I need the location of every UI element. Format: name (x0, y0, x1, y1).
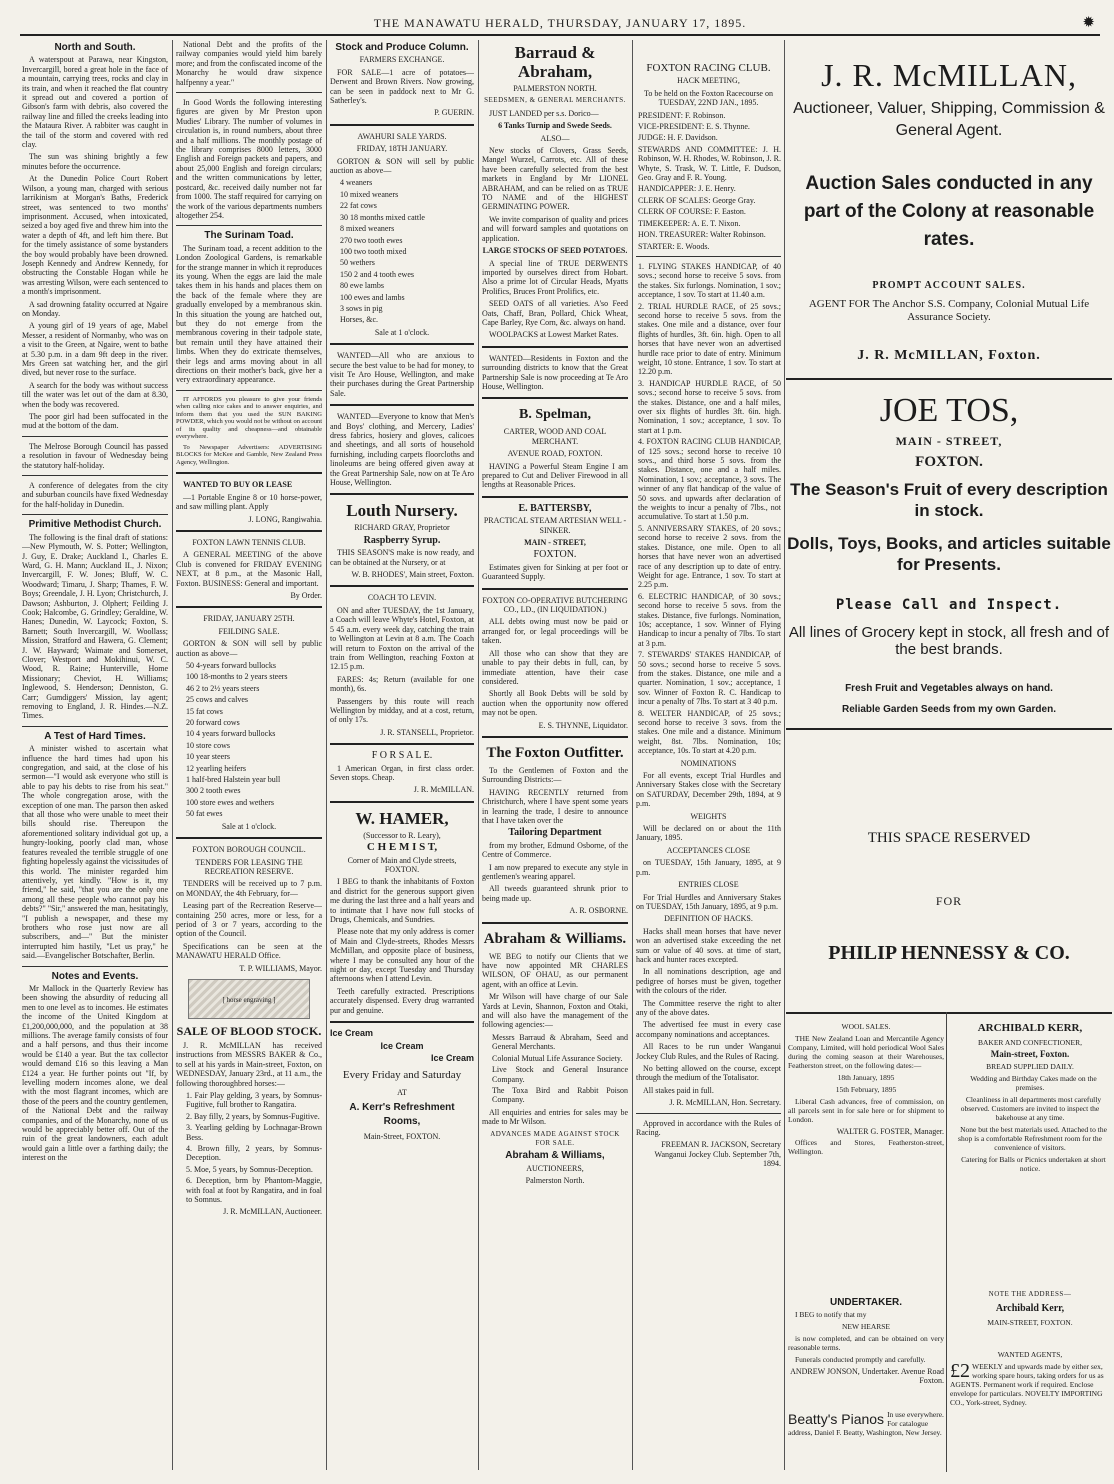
article-text: In Good Words the following interesting figures are given by Mr Preston upon Mudies' Library. The number of volumes in circulation is, in round numbers, about three and a half millions. The monthly postage of the library comprises 8000 letters, 3000 English and Foreign packets and papers, and about 25,000 English and foreign circulars; and the written communications by letter, postcard, &c. received daily number not far from 1000. The staff required for carrying on the work of the various departments numbers altogether 254. (176, 98, 322, 220)
masthead (20, 14, 1100, 36)
list-item: 100 ewes and lambs (340, 292, 405, 302)
masthead-title: THE MANAWATU HERALD, THURSDAY, JANUARY 17, 1895. (373, 16, 747, 30)
divider (786, 728, 1112, 730)
list-item: 100 two tooth mixed (340, 246, 407, 256)
advert-heading: W. HAMER, (355, 808, 449, 828)
advert-text: No betting allowed on the course, except through the medium of the Totalisator. (636, 1064, 781, 1083)
advert-text: HAVING RECENTLY returned from Christchurch, where I have spent some years in learning the trade, I desire to announce that I have taken over the (482, 787, 628, 825)
list-item: HON. TREASURER: Walter Robinson. (638, 230, 766, 240)
article-heading: North and South. (54, 42, 136, 53)
advert-heading: E. BATTERSBY, (518, 502, 592, 514)
advert-text: J. R. McMILLAN has received instructions from MESSRS BAKER & Co., to sell at his yards in Main-street, Foxton, on WEDNESDAY, January 23rd., at 11 a.m., the following thoroughbred horses:— (176, 1040, 322, 1088)
advert-text: In all nominations description, age and pedigree of horses must be given, together with the colours of the rider. (636, 967, 781, 996)
undertaker-advert (788, 1298, 944, 1387)
advert-text: WANTED—All who are anxious to secure the best value to be had for money, to visit Te Aro House, Wellington, and make their purchases during the Great Partnership Sale. (330, 351, 474, 398)
advert-text: I BEG to notify that my (795, 1310, 867, 1319)
advert-heading: The Foxton Outfitter. (486, 744, 624, 761)
advert-text: I am now prepared to execute any style in gentlemen's wearing apparel. (482, 862, 628, 881)
advert-text: —1 Portable Engine 8 or 10 horse-power, and saw milling plant. Apply (176, 492, 322, 512)
advert-signature: J. R. STANSELL, Proprietor. (380, 727, 474, 737)
list-item: Colonial Mutual Life Assurance Society. (492, 1053, 623, 1063)
advert-heading: Barraud & Abraham, (514, 43, 596, 81)
list-item: STARTER: E. Woods. (638, 241, 710, 251)
advert-heading: WANTED AGENTS, (997, 1350, 1063, 1359)
advert-text: All Races to be run under Wanganui Jockey Club Rules, and the Rules of Racing. (636, 1042, 781, 1061)
advert-text: We invite comparison of quality and prices and will forward samples and quotations on application. (482, 214, 628, 243)
advert-heading: FOXTON CO-OPERATIVE BUTCHERING CO., LD., (IN LIQUIDATION.) (482, 595, 628, 615)
advert-text: WOOLPACKS at Lowest Market Rates. (489, 330, 619, 340)
list-item: CLERK OF SCALES: George Gray. (638, 195, 756, 205)
advert-heading: THIS SPACE RESERVED (867, 830, 1031, 846)
advert-text: Funerals conducted promptly and carefully. (795, 1355, 926, 1364)
advert-text: THE New Zealand Loan and Mercantile Agency Company, Limited, will hold periodical Wool Sales during the coming season at their Warehouses, Featherston street, on the following dates:— (788, 1034, 944, 1070)
article-text: A waterspout at Parawa, near Kingston, Invercargill, bored a great hole in the face of a mountain, carrying trees, rocks and clay in its train, and when it reached the flat country it spread out and covered a portion of Gibson's farm with debris, also covered the railway line and filled the creeks leading into the Mataura River. A rabbiter was caught in the tail of the storm and covered with red clay. (22, 55, 168, 150)
article-text: The sun was shining brightly a few minutes before the occurrence. (22, 152, 168, 171)
article-heading: Notes and Events. (51, 970, 139, 982)
advert-text: GORTON & SON will sell by public auction as above— (330, 156, 474, 176)
advert-text: Fresh Fruit and Vegetables always on hand. (845, 683, 1053, 694)
advert-text: In use everywhere. For catalogue address, Daniel F. Beatty, Washington, New Jersey. (788, 1410, 944, 1437)
advert-text: JUST LANDED per s.s. Dorico— (489, 108, 599, 118)
advert-heading: Archibald Kerr, (995, 1303, 1065, 1314)
advert-text: BREAD SUPPLIED DAILY. (986, 1062, 1074, 1071)
column-3 (330, 40, 474, 1475)
advert-heading: FRIDAY, JANUARY 25TH. (203, 614, 295, 624)
advert-subtitle: MAIN - STREET, (895, 434, 1003, 448)
advert-text: SEED OATS of all varieties. A'so Feed Oats, Chaff, Bran, Pollard, Chick Wheat, Cape Barley, Rye Corn, &c. always on hand. (482, 299, 628, 327)
list-item: 20 forward cows (186, 718, 240, 728)
advert-text: All tweeds guaranteed shrunk prior to being made up. (482, 884, 628, 903)
advert-signature: T. P. WILLIAMS, Mayor. (239, 963, 322, 973)
advert-text: 18th January, 1895 (837, 1073, 895, 1082)
advert-text: THIS SEASON'S make is now ready, and can be obtained at the Nursery, or at (330, 548, 474, 567)
advert-text: FOR (935, 894, 963, 908)
kerr-address-advert (950, 1290, 1110, 1330)
advert-heading: ENTRIES CLOSE (678, 880, 739, 890)
list-item: 1 half-bred Halstein year bull (186, 775, 281, 785)
article-text: At the Dunedin Police Court Robert Wilson, a young man, charged with serious larrikinism at Morgan's Baths, Frederick street, was sentenced to two months' imprisonment. Accused, when intoxicated, seized a boy aged five and threw him into the water a depth of 4ft, and left him there. But for the timely assistance of some bystanders the boy would probably have been drowned. Joseph Kennedy and Andrew Kennedy, for obstructing the Constable Hogan while he was arresting Wilson, were each sentenced to a month's imprisonment. (22, 174, 168, 297)
advert-text: Offices and Stores, Featherston-street, Wellington. (788, 1138, 944, 1156)
list-item: 4. FOXTON RACING CLUB HANDICAP, of 125 sovs.; second horse to receive 10 sovs., and third horse 5 sovs. from the stakes. Distance, one and a half miles. Nomination, 1 sov.; acceptance, 3 sovs. The winner of any flat handicap of the value of 50 sovs. and upwards after declaration of the weights to incur a penalty of 7lbs., not accumulative. To start at 1.50 p.m. (638, 437, 781, 522)
advert-text: RICHARD GRAY, Proprietor (354, 523, 450, 533)
advert-heading: AWAHURI SALE YARDS. (357, 131, 447, 141)
stock-list (340, 178, 474, 324)
advert-heading: WOOL SALES. (841, 1022, 891, 1031)
advert-heading: Beatty's Pianos (788, 1411, 885, 1427)
advert-heading: Louth Nursery. (346, 501, 458, 521)
article-text: The Melrose Borough Council has passed a resolution in favour of Wednesday being the statutory half-holiday. (22, 441, 168, 470)
column-rule (326, 40, 327, 1470)
list-item: 2. Bay filly, 2 years, by Somnus-Fugitive. (186, 1111, 320, 1121)
list-item: 4 weaners (340, 178, 373, 188)
advert-text: Sale at 1 o'clock. (374, 327, 430, 337)
advert-text: NOTE THE ADDRESS— (988, 1290, 1072, 1298)
advert-text: Specifications can be seen at the MANAWATU HERALD Office. (176, 941, 322, 961)
advert-text: The Committee reserve the right to alter any of the above dates. (636, 998, 781, 1017)
list-item: 80 ewe lambs (340, 281, 384, 291)
divider (786, 378, 1112, 380)
list-item: 25 cows and calves (186, 695, 248, 705)
advert-signature: J. R. McMILLAN. (413, 785, 474, 795)
divider (786, 1012, 1112, 1014)
column-5 (636, 40, 781, 1475)
article-text: A minister wished to ascertain what influence the hard times had upon his congregation, and said, at the close of his sermon—"I would ask everyone who still is able to pay his debts to rise from his seat." The whole congregation arose, with the exception of one man. The parson then asked that all those who were unable to meet their bills should rise. Thereupon the aforementioned solitary individual got up, a hungry-looking, poorly clad man, whose features revealed the terrible struggle of one fighting hopelessly against the vicissitudes of this world. The minister regarded him attentively, yet kindly. "How is it, my friend," he said, "that you are the only one among all these people who cannot pay his debts?" "Sir," answered the man, hesitatingly, "I publish a newspaper, and these my brothers who rose just now are all subscribers, and—" But the minister interrupted him hastily, "Let us pray," he said.—Evangelischer Botschafter, Berlin. (22, 744, 168, 961)
list-item: HANDICAPPER: J. E. Henry. (638, 184, 736, 194)
advert-text: Hacks shall mean horses that have never won an advertised stake exceeding the net sum or value of 40 sovs. at time of start, hack and hunter races excepted. (636, 926, 781, 964)
list-item: CLERK OF COURSE: F. Easton. (638, 207, 746, 217)
advert-text: Mr Wilson will have charge of our Sale Yards at Levin, Shannon, Foxton and Otaki, and will also have the management of the following agencies:— (482, 992, 628, 1030)
list-item: 3 sows in pig (340, 303, 383, 313)
advert-text: GORTON & SON will sell by public auction as above— (176, 639, 322, 658)
advert-text: Approved in accordance with the Rules of Racing. (636, 1118, 781, 1138)
article-text: The poor girl had been suffocated in the mud at the bottom of the dam. (22, 412, 168, 431)
beatty-advert (788, 1410, 944, 1440)
list-item: 50 wethers (340, 258, 375, 268)
advert-text: HAVING a Powerful Steam Engine I am prepared to Cut and Deliver Firewood in all lengths at Reasonable Prices. (482, 461, 628, 490)
advert-text: AVENUE ROAD, FOXTON. (507, 449, 603, 459)
article-heading: Primitive Methodist Church. (28, 519, 162, 531)
wanted-agents-advert (950, 1350, 1110, 1410)
list-item: 2. TRIAL HURDLE RACE, of 25 sovs.; second horse to receive 5 sovs. from the stakes. One mile and a distance, over four flights of hurdles, 3ft. 6in. high. Open to all horses that have never won an advertised hurdle race prior to date of entry. Minimum weight, 10 stone. Entrance, 1 sov. To start at 12.20 p.m. (638, 301, 781, 377)
list-item: Horses, &c. (340, 315, 378, 325)
advert-text: 15th February, 1895 (835, 1085, 897, 1094)
advert-signature: J. R. McMILLAN, Auctioneer. (223, 1207, 322, 1217)
advert-text: Teeth carefully extracted. Prescriptions accurately dispensed. Every drug warranted pur and genuine. (330, 986, 474, 1015)
advert-text: None but the best materials used. Attached to the shop is a comfortable Refreshment room for the convenience of visitors. (958, 1125, 1107, 1152)
list-item: JUDGE: H. F. Davidson. (638, 133, 718, 143)
list-item: 6. ELECTRIC HANDICAP, of 30 sovs.; second horse to receive 5 sovs. from the stakes. Distance, five furlongs. Nomination, 10s; acceptance, 1 sov. Winner of Flying Handicap to incur a penalty of 7lbs. To start at 3 p.m. (638, 591, 781, 648)
advert-heading: SALE OF BLOOD STOCK. (176, 1023, 322, 1038)
list-item: 10 year steers (186, 752, 230, 762)
advert-text: To Newspaper Advertisers: ADVERTISING BLOCKS for McKee and Gamble, New Zealand Press Agency, Wellington. (176, 443, 322, 466)
officer-list (638, 111, 781, 251)
advert-heading: WEIGHTS (690, 811, 727, 821)
column-rule (172, 40, 173, 1470)
advert-heading: Please Call and Inspect. (835, 597, 1063, 613)
list-item: 1. Fair Play gelding, 3 years, by Somnus-Fugitive, full brother to Rangatira. (186, 1091, 322, 1110)
list-item: 1. FLYING STAKES HANDICAP, of 40 sovs.; second horse to receive 5 sovs. from the stakes. Six furlongs. Nomination, 1 sov.; acceptance, 1 sov. To start at 11.40 a.m. (638, 261, 781, 300)
advert-heading: The Season's Fruit of every description in stock. (790, 480, 1108, 520)
list-item: The Toxa Bird and Rabbit Poison Company. (492, 1085, 628, 1105)
advert-text: All enquiries and entries for sales may be made to Mr Wilson. (482, 1107, 628, 1127)
advert-heading: Ice Cream (380, 1040, 424, 1051)
advert-signature: P. GUERIN. (434, 108, 474, 118)
advert-text: 1 American Organ, in first class order. Seven stops. Cheap. (330, 763, 474, 782)
advert-signature: J. R. McMILLAN, Foxton. (857, 348, 1041, 363)
advert-text: For Trial Hurdles and Anniversary Stakes on TUESDAY, 15th January, 1895, at 9 p.m. (636, 892, 781, 911)
advert-text: New stocks of Clovers, Grass Seeds, Mangel Wurzel, Carrots, etc. All of these have been carefully selected from the best markets in England by Mr LIONEL ABRAHAM, and can be relied on as TRUE TO NAME and of the HIGHEST GERMINATING POWER. (482, 146, 628, 212)
list-item: 10 store cows (186, 740, 230, 750)
advert-text: AUCTIONEERS, (526, 1163, 584, 1173)
stock-list (186, 661, 322, 819)
list-item: VICE-PRESIDENT: E. S. Thynne. (638, 122, 750, 132)
advert-heading: COACH TO LEVIN. (367, 593, 437, 603)
advert-signature: WALTER G. FOSTER, Manager. (836, 1127, 944, 1136)
column-1 (22, 40, 168, 1475)
advert-title: JOE TOS, (879, 392, 1019, 429)
advert-text: from my brother, Edmund Osborne, of the Centre of Commerce. (482, 840, 628, 860)
list-item: 5. Moe, 5 years, by Somnus-Deception. (186, 1164, 313, 1174)
advert-text: ON and after TUESDAY, the 1st January, a Coach will leave Whyte's Hotel, Foxton, at 5 45 a.m. every week day, catching the train to Wellington at Levin at 8 a.m. The Coach will return to Foxton on the arrival of the train from Wellington, reaching Foxton at 12.15 p.m. (330, 605, 474, 672)
advert-title: J. R. McMILLAN, (821, 57, 1077, 93)
advert-heading: MAIN - STREET, (524, 538, 586, 548)
race-list (638, 262, 781, 756)
article-text: A sad drowning fatality occurred at Ngaire on Monday. (22, 299, 168, 318)
advert-text: FOXTON. (533, 549, 577, 561)
advert-text: Liberal Cash advances, free of commission, on all parcels sent in for sale here or for shipment to London. (788, 1097, 944, 1124)
list-item: 46 2 to 2½ years steers (186, 683, 260, 693)
advert-text: Passengers by this route will reach Wellington by midday, and at a cost, return, of only 17s. (330, 696, 474, 725)
advert-text: CARTER, WOOD AND COAL MERCHANT. (503, 427, 607, 446)
advert-text: ALSO— (540, 133, 570, 143)
list-item: 100 store ewes and wethers (186, 797, 274, 807)
advert-signature: E. S. THYNNE, Liquidator. (538, 720, 628, 730)
advert-text: Palmerston North. (525, 1176, 585, 1186)
advert-text: Leasing part of the Recreation Reserve—containing 250 acres, more or less, for a period of 3 or 7 years, according to the option of the Council. (176, 901, 322, 939)
advert-text: FARES: 4s; Return (available for one month), 6s. (330, 674, 474, 694)
advert-signature: J. R. McMILLAN, Hon. Secretary. (669, 1098, 781, 1108)
advert-heading: FOXTON RACING CLUB. (646, 62, 771, 74)
kerr-advert (950, 1022, 1110, 1176)
list-item: 3. Yearling gelding by Lochnagar-Brown Bess. (186, 1123, 322, 1142)
list-item: 4. Brown filly, 2 years, by Somnus-Deception. (186, 1144, 322, 1163)
advert-text: AT (397, 1088, 407, 1098)
advert-title: PHILIP HENNESSY & CO. (828, 942, 1070, 964)
list-item: STEWARDS AND COMMITTEE: J. H. Robinson, W. H. Rhodes, W. Robinson, J. R. Whyte, S. Trask, W. T. Little, F. Dudson, Geo. Gray and F. R. Young. (638, 144, 781, 183)
advert-subtitle: Auctioneer, Valuer, Shipping, Commission & General Agent. (793, 100, 1105, 139)
advert-text: I BEG to thank the inhabitants of Foxton and district for the generous support given me during the last three and a half years and to intimate that I have now full stocks of Drugs, Chemicals, and Sundries. (330, 877, 474, 925)
advert-text: Sale at 1 o'clock. (221, 821, 277, 831)
advert-text: Please note that my only address is corner of Main and Clyde-streets, Rhodes Messrs McMillan, and opposite place of business, where I may be consulted any hour of the night or day, except Tuesday and Thursday afternoons when I attend Levin. (330, 927, 474, 984)
advert-heading: TENDERS FOR LEASING THE RECREATION RESERVE. (195, 857, 303, 876)
advert-text: WANTED—Residents in Foxton and the surrounding districts to know that the Great Partnership Sale is now proceeding at Te Aro House, Wellington. (482, 353, 628, 391)
agency-list (492, 1033, 628, 1105)
list-item: 300 2 tooth ewes (186, 786, 241, 796)
advert-heading: FOXTON LAWN TENNIS CLUB. (192, 537, 306, 547)
advert-heading: LARGE STOCKS OF SEED POTATOES. (482, 246, 628, 256)
column-rule (946, 1012, 947, 1472)
advert-heading: Auction Sales conducted in any part of the Colony at reasonable rates. (803, 173, 1095, 250)
column-2 (176, 40, 322, 1475)
advert-text: BAKER AND CONFECTIONER, (978, 1038, 1082, 1047)
advert-text: ALL debts owing must now be paid or arranged for, or legal proceedings will be taken. (482, 617, 628, 646)
advert-heading: DEFINITION OF HACKS. (664, 914, 753, 924)
advert-heading: Abraham & Williams, (505, 1150, 605, 1162)
advert-text: Main-Street, FOXTON. (363, 1131, 441, 1141)
advert-text: ADVANCES MADE AGAINST STOCK FOR SALE. (490, 1129, 620, 1147)
list-item: 150 2 and 4 tooth ewes (340, 269, 414, 279)
advert-text: PALMERSTON NORTH. (513, 84, 597, 93)
list-item: 270 two tooth ewes (340, 235, 403, 245)
advert-heading: ACCEPTANCES CLOSE (666, 845, 751, 855)
article-text: The following is the final draft of stations:—New Plymouth, W. S. Potter; Wellington, J. Guy, E. Drake; Auckland I., Charles E. Ward, G. H. Mann; Auckland II., J. Nixon; Invercargill, F. W. Jones; Bluff, W. C. Woodward; Timaru, J. Sharp; Thames, F. W. Boys; Greendale, J. H. Lyon; Christchurch, J. Dawson; Ashburton, J. Olphert; Feilding J. Cook; Halcombe, G. Grindley; Geraldine, W. Hanes; Dunedin, W. Laycock; Foxton, S. Barnett; South Invercargill, W. Woollass; Mission, Stratford and Hawera, G. Clement; J. W. Hayward; Waimate and Somerset, Clover; Westport and Mokihinui, W. C. Wood, R. Raine; Hunterville, Home Missionary; Cheviot, H. Williams; Inglewood, S. Henderson; Denniston, G. Carr; Gumdiggers' Mission, lay agent; removing to England, J. R. Hindes.—N.Z. Times. (22, 532, 168, 721)
list-item: TIMEKEEPER: A. E. T. Nixon. (638, 218, 741, 228)
advert-text: The advertised fee must in every case accompany nominations and acceptances. (636, 1020, 781, 1039)
list-item: 100 18-months to 2 years steers (186, 672, 288, 682)
list-item: PRESIDENT: F. Robinson. (638, 110, 726, 120)
advert-text: WEEKLY and upwards made by either sex, working spare hours, taking orders for us as AGENTS. Permanent work if required. Enclose envelope for particulars. NOVELTY IMPORTING CO., York-street, Sydney. (950, 1362, 1104, 1407)
horse-illustration: [ horse engraving ] (188, 979, 310, 1019)
advert-heading: HACK MEETING, (677, 76, 740, 86)
list-item: 3. HANDICAP HURDLE RACE, of 50 sovs.; second horse to receive 5 sovs. from the stakes. Distance, one and a half miles, over six flights of hurdles 3ft. 6in. high. Nomination, 1 sov.; acceptance, 1 sov. To start at 1 p.m. (638, 378, 781, 435)
advert-text: Estimates given for Sinking at per foot or Guaranteed Supply. (482, 562, 628, 582)
advert-heading: FEILDING SALE. (218, 626, 280, 636)
list-item: 5. ANNIVERSARY STAKES, of 20 sovs.; second horse to receive 2 sovs. from the stakes. Distance, one mile. Open to all horses that have never won an advertised race of any description up to date of entry. Weight for age. Entrance, 1 sov. To start at 2.25 p.m. (638, 523, 781, 590)
advert-heading: UNDERTAKER. (829, 1297, 903, 1308)
list-item: 7. STEWARDS' STAKES HANDICAP, of 50 sovs.; second horse to receive 5 sovs. from the stakes. Distance, one mile and a quarter. Nomination, 1 sov.; acceptance, 1 sov. Winner of Foxton R. C. Handicap to incur a penalty of 7lbs. To start at 3 40 p.m. (638, 650, 781, 707)
column-rule (478, 40, 479, 1470)
column-4 (482, 40, 628, 1475)
advert-signature: FREEMAN R. JACKSON, Secretary Wanganui Jockey Club. September 7th, 1894. (654, 1140, 781, 1169)
advert-heading: FARMERS EXCHANGE. (359, 55, 445, 65)
advert-text: All stakes paid in full. (643, 1085, 714, 1095)
advert-heading: C H E M I S T, (366, 841, 438, 854)
advert-text: Shortly all Book Debts will be sold by auction when the opportunity now offered may not be open. (482, 689, 628, 718)
advert-heading: Main-street, Foxton. (990, 1049, 1070, 1059)
article-heading: A Test of Hard Times. (44, 730, 146, 742)
advert-subtitle: FOXTON. (915, 454, 983, 470)
advert-text: WANTED—Everyone to know that Men's and Boys' clothing, and Mercery, Ladies' dress fabrics, hosiery and gloves, calicoes and sheetings, and all sorts of household furnishing, including carpets floorcloths and linoleums are being offered given away at the Great Partnership Sale, now on at Te Aro House, Wellington. (330, 412, 474, 488)
advert-heading: PROMPT ACCOUNT SALES. (872, 280, 1026, 291)
advert-text: (Successor to R. Leary), (363, 830, 441, 840)
list-item: 10 4 years forward bullocks (186, 729, 276, 739)
advert-text: Wedding and Birthday Cakes made on the premises. (970, 1074, 1097, 1092)
advert-heading: F O R S A L E. (371, 750, 433, 762)
advert-heading: Dolls, Toys, Books, and articles suitable for Presents. (787, 534, 1111, 574)
advert-signature: ANDREW JONSON, Undertaker. Avenue Road Foxton. (790, 1367, 944, 1385)
list-item: 8. WELTER HANDICAP, of 25 sovs.; second horse to receive 3 sovs. from the stakes. One mile and a distance. Minimum weight, 8st. 7lbs. Nomination, 10s; acceptance, 10s. To start at 4.20 p.m. (638, 708, 781, 756)
advert-text: To be held on the Foxton Racecourse on TUESDAY, 22ND JAN., 1895. (644, 88, 773, 108)
list-item: 12 yearling heifers (186, 763, 246, 773)
ornament-icon: ✹ (1082, 15, 1096, 31)
advert-heading: Ice Cream (330, 1028, 374, 1039)
advert-text: on TUESDAY, 15th January, 1895, at 9 p.m. (636, 858, 781, 877)
advert-text: To the Gentlemen of Foxton and the Surrounding Districts:— (482, 765, 628, 785)
advert-text: WE BEG to notify our Clients that we have now appointed MR CHARLES WILSON, OF OHAU, as our permanent agent, with an office at Levin. (482, 951, 628, 989)
advert-text: Reliable Garden Seeds from my own Garden. (842, 704, 1056, 715)
advert-text: NEW HEARSE (842, 1322, 890, 1331)
advert-heading: Ice Cream (430, 1052, 474, 1063)
list-item: 50 fat ewes (186, 809, 223, 819)
advert-heading: A. Kerr's Refreshment Rooms, (349, 1101, 455, 1127)
advert-text: TENDERS will be received up to 7 p.m. on MONDAY, the 4th February, for— (176, 879, 322, 898)
column-rule (632, 40, 633, 1470)
advert-text: Cleanliness in all departments most carefully observed. Customers are invited to inspect the bakehouse at any time. (960, 1095, 1102, 1122)
advert-heading: WANTED TO BUY OR LEASE (183, 480, 293, 490)
advert-text: All lines of Grocery kept in stock, all fresh and of the best brands. (788, 624, 1110, 658)
article-text: The Surinam toad, a recent addition to the London Zoological Gardens, is remarkable for the strange manner in which it reproduces its young. When the eggs are laid the male takes them in his hands and places them on the back of the female where they are gradually enveloped by a membranous skin. In this situation the young are hatched out, but they do not emerge from the membranous covering in their tadpole state, but remain until they have attained their limbs. When they do extricate themselves, their legs and arms moving about in all directions on their mother's back, give her a very extraordinary appearance. (176, 243, 322, 385)
advert-heading: Tailoring Department (508, 827, 602, 839)
advert-text: For all events, except Trial Hurdles and Anniversary Stakes close with the Secretary on SATURDAY, December 29th, 1894, at 9 p.m. (636, 771, 781, 809)
advert-text: SEEDSMEN, & GENERAL MERCHANTS. (484, 96, 626, 105)
list-item: 30 18 months mixed cattle (340, 212, 425, 222)
advert-heading: FRIDAY, 18TH JANUARY. (356, 144, 448, 154)
advert-heading: Raspberry Syrup. (363, 534, 441, 546)
advert-text: All those who can show that they are unable to pay their debts in full, can, by immediate attention, have their case considered. (482, 648, 628, 686)
advert-signature: A. R. OSBORNE. (569, 906, 628, 916)
advert-signature: By Order. (290, 590, 322, 600)
list-item: 50 4-years forward bullocks (186, 661, 276, 670)
article-heading: Stock and Produce Column. (335, 42, 469, 53)
advert-text: is now completed, and can be obtained on very reasonable terms. (788, 1334, 944, 1352)
advert-heading: NOMINATIONS (680, 758, 737, 768)
advert-heading: ARCHIBALD KERR, (977, 1022, 1083, 1034)
advert-heading: Abraham & Williams. (483, 930, 627, 947)
list-item: 15 fat cows (186, 706, 223, 716)
article-text: A young girl of 19 years of age, Mabel Messer, a resident of Normanby, who was on a visit to the Green, at Ngaire, went to bathe at 5.30 p.m. in a dam 9ft deep in the river. Mrs Green sat watching her, and the girl dived, but never rose to the surface. (22, 321, 168, 378)
advert-text: Corner of Main and Clyde streets, FOXTON. (347, 855, 457, 874)
advert-text: FOR SALE—1 acre of potatoes—Derwent and Brown Rivers. Now growing, can be seen in paddock next to Mr G. Satherley's. (330, 67, 474, 106)
advert-signature: W. B. RHODES', Main street, Foxton. (351, 570, 474, 580)
article-text: A conference of delegates from the city and suburban councils have fixed Wednesday for the half-holiday in Dunedin. (22, 481, 168, 509)
advert-text: PRACTICAL STEAM ARTESIAN WELL - SINKER. (483, 516, 627, 535)
advert-text: MAIN-STREET, FOXTON. (987, 1318, 1073, 1327)
list-item: Live Stock and General Insurance Company. (492, 1065, 628, 1084)
article-text: A search for the body was without success till the water was let out of the dam at 8.30, when the body was recovered. (22, 380, 168, 409)
article-heading: The Surinam Toad. (204, 230, 294, 242)
advert-heading: FOXTON BOROUGH COUNCIL. (192, 845, 306, 855)
horse-list (186, 1091, 322, 1204)
advert-text: Every Friday and Saturday (342, 1069, 462, 1082)
list-item: 22 fat cows (340, 201, 377, 211)
advert-signature: J. LONG, Rangiwahia. (248, 514, 322, 524)
advert-text: A GENERAL MEETING of the above Club is convened for FRIDAY EVENING NEXT, at 8 p.m., at the Masonic Hall, Foxton. BUSINESS: General and important. (176, 550, 322, 588)
advert-text: Will be declared on or about the 11th January, 1895. (636, 824, 781, 843)
list-item: Messrs Barraud & Abraham, Seed and General Merchants. (492, 1032, 628, 1052)
advert-text: Catering for Balls or Picnics undertaken at short notice. (961, 1155, 1106, 1173)
advert-amount: £2 (950, 1360, 970, 1382)
advert-heading: B. Spelman, (519, 407, 591, 423)
advert-text: IT AFFORDS you pleasure to give your friends when calling nice cakes and to answer enquiries, and inform them that you used the SUN BAKING POWDER, which you would not be without on account of its quality and cheapness—and obtainable everywhere. (176, 395, 322, 441)
list-item: 10 mixed weaners (340, 189, 399, 199)
list-item: 6. Deception, brm by Phantom-Maggie, with foal at foot by Rangatira, and in foal to Somnus. (186, 1176, 322, 1205)
article-text: National Debt and the profits of the railway companies would yield him barely more; and from the confiscated income of the Monarchy he would draw sixpence halfpenny a year." (176, 40, 322, 87)
column-rule (784, 40, 785, 1470)
advert-text: AGENT FOR The Anchor S.S. Company, Colonial Mutual Life Assurance Society. (808, 298, 1090, 323)
advert-heading: 6 Tanks Turnip and Swede Seeds. (498, 121, 612, 131)
advert-text: A special line of TRUE DERWENTS imported by ourselves direct from Hobart. Also a prime lot of Circular Heads, Myatts Prolifics, Bruces Front Prolifics, etc. (482, 258, 628, 296)
wool-sales-advert (788, 1022, 944, 1159)
article-text: Mr Mallock in the Quarterly Review has been showing the absurdity of reducing all men to one level as to incomes. He estimates the income of the United Kingdom at £1,200,000,000, and the population at 38 millions. The average family consists of four and a half persons, and thus their income would be £140 a year. But the tax collector would demand £16 so this leaving a Man £124 a year. He further points out "If, by levelling modern incomes alone, we deal with the most flagrant incomes, which are those of the peers and the country gentlemen, of the National Debt and the railway companies, and of the Monarchy, none of us would be appreciably better off. Out of the ruin of the great landowners, each adult would gain a little over a farthing daily; the interest on the (22, 983, 168, 1163)
list-item: 8 mixed weaners (340, 224, 395, 234)
